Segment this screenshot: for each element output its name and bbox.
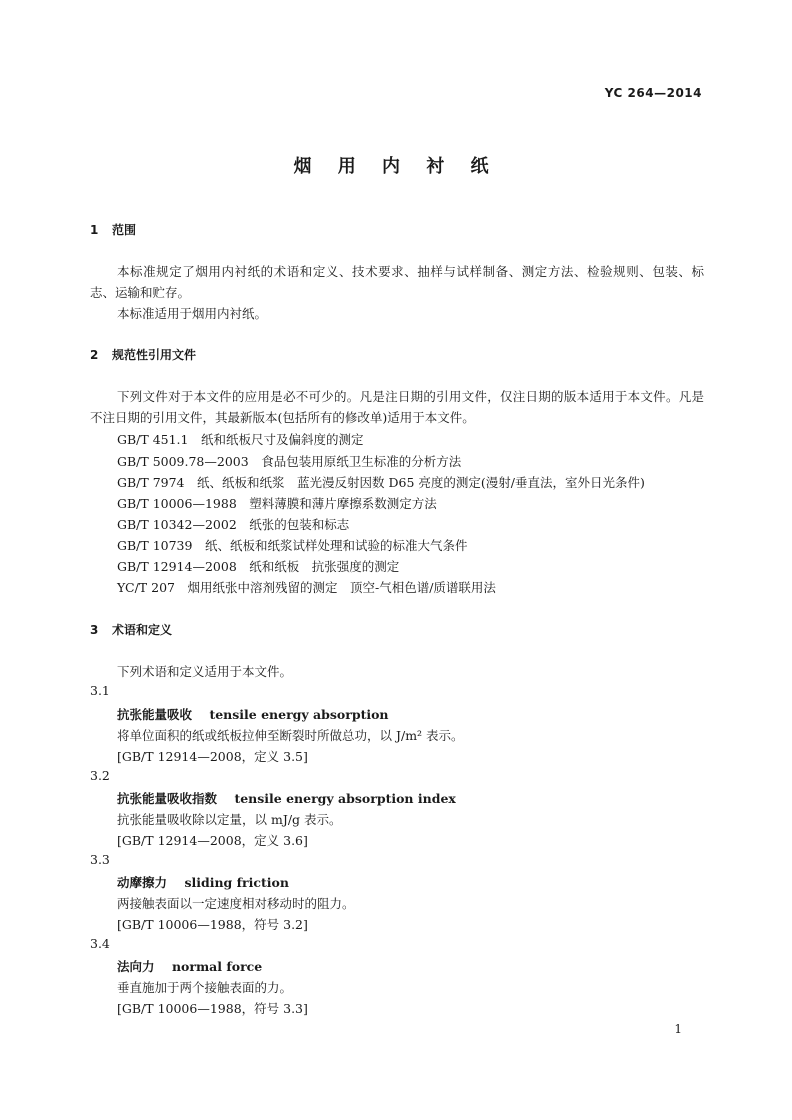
section-number: 2 [90, 348, 99, 362]
term-number: 3.3 [90, 852, 110, 867]
section-title: 术语和定义 [112, 623, 173, 637]
section-2-heading [90, 346, 196, 363]
term-chinese: 抗张能量吸收指数 [117, 791, 218, 806]
term-definition: 两接触表面以一定速度相对移动时的阻力。 [117, 896, 355, 911]
term-english: sliding friction [184, 875, 289, 890]
reference-item: GB/T 10739 纸、纸板和纸浆试样处理和试验的标准大气条件 [117, 538, 468, 553]
section-number: 1 [90, 223, 99, 237]
term-chinese: 动摩擦力 [117, 875, 168, 890]
reference-item: GB/T 7974 纸、纸板和纸浆 蓝光漫反射因数 D65 亮度的测定(漫射/垂直法，室外日光条件) [117, 475, 645, 490]
reference-item: GB/T 10342—2002 纸张的包装和标志 [117, 517, 350, 532]
term-number: 3.2 [90, 768, 110, 783]
term-heading [117, 705, 389, 723]
reference-item: YC/T 207 烟用纸张中溶剂残留的测定 顶空-气相色谱/质谱联用法 [117, 580, 496, 595]
term-english: tensile energy absorption [209, 707, 389, 722]
term-english: tensile energy absorption index [234, 791, 456, 806]
term-number: 3.1 [90, 683, 110, 698]
section-1-paragraph-2: 本标准适用于烟用内衬纸。 [117, 306, 268, 321]
standard-code: YC 264—2014 [604, 86, 702, 100]
term-number: 3.4 [90, 936, 110, 951]
term-source: [GB/T 10006—1988，符号 3.2] [117, 917, 308, 932]
reference-item: GB/T 10006—1988 塑料薄膜和薄片摩擦系数测定方法 [117, 496, 437, 511]
reference-item: GB/T 5009.78—2003 食品包装用原纸卫生标准的分析方法 [117, 454, 462, 469]
section-1-paragraph-1: 本标准规定了烟用内衬纸的术语和定义、技术要求、抽样与试样制备、测定方法、检验规则、包装、标志、运输和贮存。 [90, 264, 704, 300]
document-title: 烟 用 内 衬 纸 [293, 156, 499, 177]
section-2-intro: 下列文件对于本文件的应用是必不可少的。凡是注日期的引用文件，仅注日期的版本适用于本文件。凡是不注日期的引用文件，其最新版本(包括所有的修改单)适用于本文件。 [90, 389, 704, 425]
reference-item: GB/T 12914—2008 纸和纸板 抗张强度的测定 [117, 559, 400, 574]
term-definition: 将单位面积的纸或纸板拉伸至断裂时所做总功，以 J/m² 表示。 [117, 728, 464, 743]
term-source: [GB/T 12914—2008，定义 3.6] [117, 833, 308, 848]
term-chinese: 法向力 [117, 959, 155, 974]
term-definition: 抗张能量吸收除以定量，以 mJ/g 表示。 [117, 812, 342, 827]
section-3-intro: 下列术语和定义适用于本文件。 [117, 664, 293, 679]
page-number: 1 [674, 1022, 682, 1036]
term-source: [GB/T 12914—2008，定义 3.5] [117, 749, 308, 764]
term-heading [117, 957, 262, 975]
term-english: normal force [171, 959, 263, 974]
section-title: 范围 [112, 223, 137, 237]
term-heading [117, 873, 289, 891]
section-number: 3 [90, 623, 99, 637]
section-title: 规范性引用文件 [112, 348, 197, 362]
term-chinese: 抗张能量吸收 [117, 707, 193, 722]
reference-item: GB/T 451.1 纸和纸板尺寸及偏斜度的测定 [117, 432, 364, 447]
section-3-heading [90, 621, 172, 638]
term-definition: 垂直施加于两个接触表面的力。 [117, 980, 293, 995]
term-source: [GB/T 10006—1988，符号 3.3] [117, 1001, 308, 1016]
term-heading [117, 789, 456, 807]
section-1-heading [90, 221, 136, 238]
